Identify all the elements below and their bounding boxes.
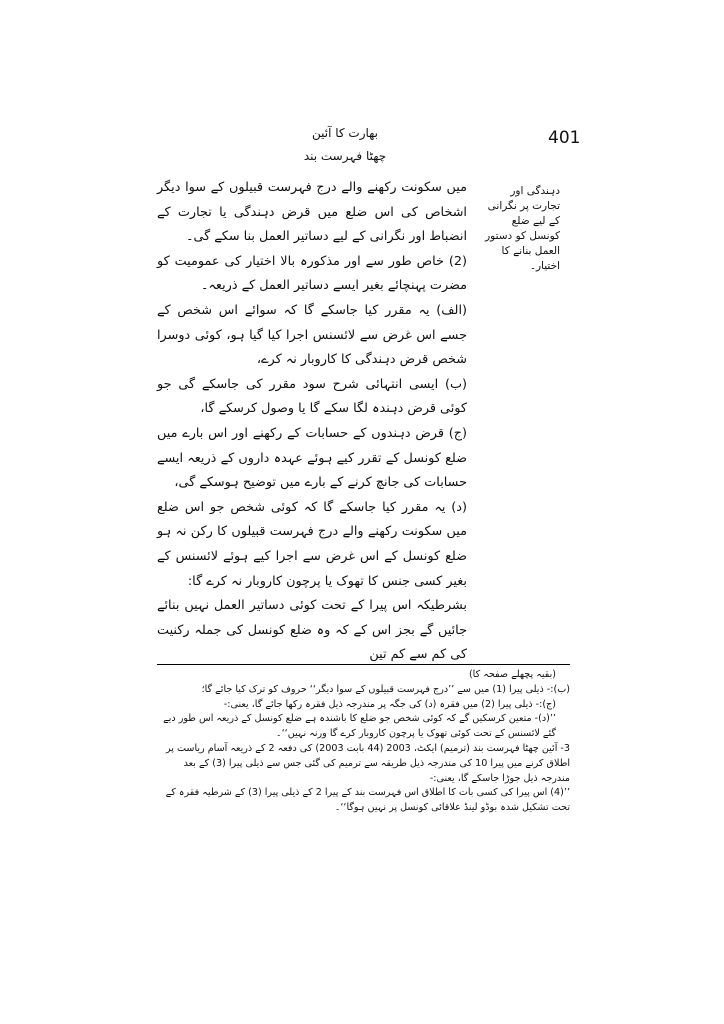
- footnote: ’’(4) اس پیرا کی کسی بات کا اطلاق اس فہرست بند کے پیرا 2 کے ذیلی پیرا (3) کے شرطیہ فقرہ کے تحت تشکیل شدہ بوڈو لینڈ علاقائی کونسل پر نہیں ہوگا‘‘۔: [165, 787, 570, 814]
- paragraph: بشرطیکہ اس پیرا کے تحت کوئی دساتیر العمل نہیں بنائے جائیں گے بجز اس کے کہ وہ ضلع کونسل کی جملہ رکنیت کی کم سے کم تین: [157, 598, 467, 663]
- paragraph: (د) یہ مقرر کیا جاسکے گا کہ کوئی شخص جو اس ضلع میں سکونت رکھنے والے درج فہرست قبیلوں کا رکن نہ ہو ضلع کونسل کے اس غرض سے اجرا کیے ہوئے لائسنس کے بغیر کسی جنس کا تھوک یا پرچون کاروبار نہ کرے گا:: [157, 499, 467, 589]
- main-text: [157, 176, 467, 668]
- paragraph: میں سکونت رکھنے والے درج فہرست قبیلوں کے سوا دیگر اشخاص کی اس ضلع میں قرض دہندگی یا تجارت کے انضباط اور نگرانی کے لیے دساتیر العمل بنا سکے گی۔: [157, 180, 467, 245]
- page-number: 401: [548, 128, 581, 148]
- footnote: (ب):- ذیلی پیرا (1) میں سے ’’درج فہرست قبیلوں کے سوا دیگر‘‘ حروف کو ترک کیا جائے گا؛: [201, 683, 570, 695]
- footnote: 3- آئین چھٹا فہرست بند (ترمیم) ایکٹ، 2003 (44 بابت 2003) کی دفعہ 2 کے ذریعہ آسام ریاست پر اطلاق کرنے میں پیرا 10 کی مندرجہ ذیل طریقہ سے ترمیم کی گئی جس سے ذیلی پیرا (3) کے بعد مندرجہ ذیل جوڑا جاسکے گا، یعنی:-: [165, 742, 570, 784]
- footnote: ’’(د)- متعین کرسکیں گے کہ کوئی شخص جو ضلع کا باشندہ ہے ضلع کونسل کے ذریعہ اس طور دیے گئے لائسنس کے تحت کوئی تھوک یا پرچون کاروبار کرے گا ورنہ نہیں‘‘۔: [163, 713, 556, 740]
- page-header-subtitle: چھٹا فہرست بند: [303, 149, 387, 163]
- footnotes: [157, 668, 570, 816]
- footnote: (ج):- ذیلی پیرا (2) میں فقرہ (د) کی جگہ پر مندرجہ ذیل فقرہ رکھا جائے گا، یعنی:-: [223, 698, 556, 710]
- paragraph: (ب) ایسی انتہائی شرح سود مقرر کی جاسکے گی جو کوئی قرض دہندہ لگا سکے گا یا وصول کرسکے گا،: [157, 376, 467, 417]
- footnote-divider: [157, 664, 570, 665]
- paragraph: (الف) یہ مقرر کیا جاسکے گا کہ سوائے اس شخص کے جسے اس غرض سے لائسنس اجرا کیا گیا ہو، کوئی دوسرا شخص قرض دہندگی کا کاروبار نہ کرے،: [157, 302, 467, 368]
- paragraph: (2) خاص طور سے اور مذکورہ بالا اختیار کی عمومیت کو مضرت پہنچائے بغیر ایسے دساتیر العمل کے ذریعہ۔: [157, 253, 467, 294]
- paragraph: (ج) قرض دہندوں کے حسابات کے رکھنے اور اس بارے میں ضلع کونسل کے تقرر کیے ہوئے عہدہ داروں کے ذریعہ ایسے حسابات کی جانچ کرنے کے بارے میں توضیح ہوسکے گی،: [157, 425, 467, 491]
- side-note: دہندگی اور تجارت پر نگرانی کے لیے ضلع کونسل کو دستور العمل بنانے کا اختیار۔: [485, 185, 560, 272]
- page-header-title: بھارت کا آئین: [311, 126, 379, 140]
- footnote: (بقیہ پچھلے صفحہ کا): [468, 669, 556, 680]
